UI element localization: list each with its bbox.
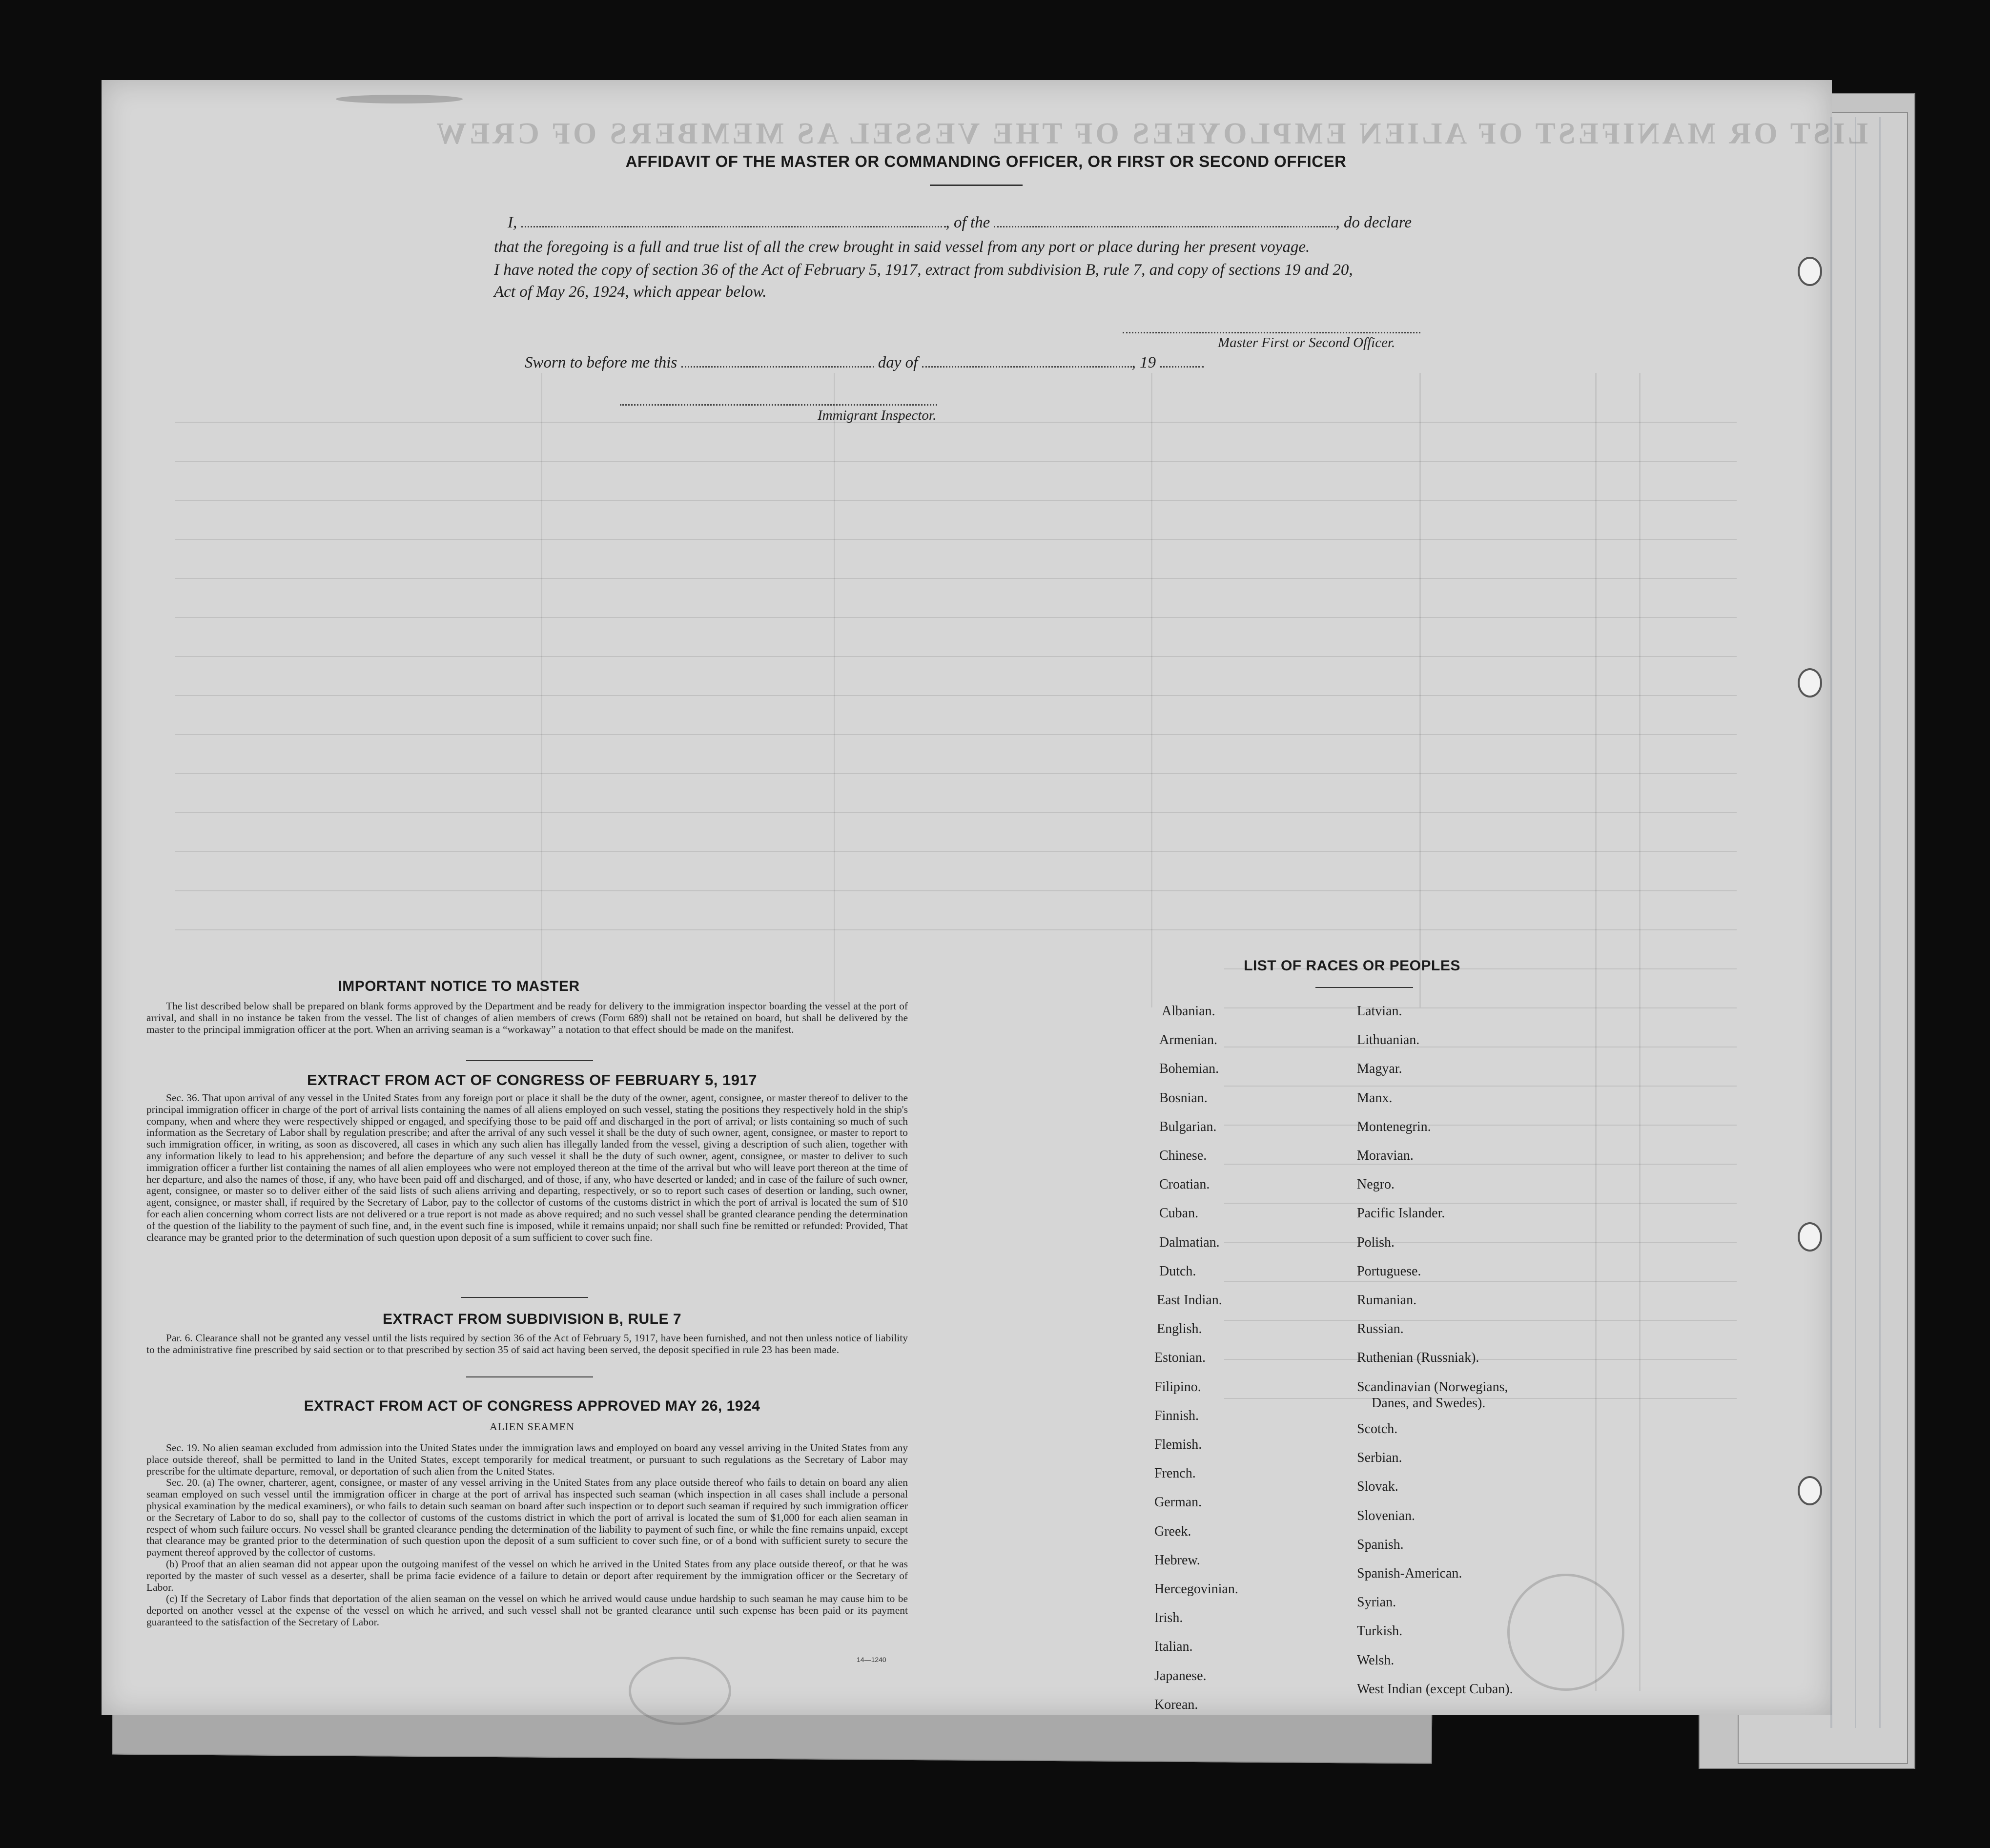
notice-title: IMPORTANT NOTICE TO MASTER (338, 978, 580, 994)
race-list-item: Cuban. (1159, 1206, 1199, 1221)
section-20a-paragraph: Sec. 20. (a) The owner, charterer, agent, consignee, or master of any vessel arriving in the United States from any place outside thereof who fails to detain on board any alien seaman employed on such vessel until the immigration officer in charge at the port of arrival has inspected such seaman (which inspection in all cases shall include a personal physical examination by the medical examiners), or who fails to detain such seaman on board after such inspection or to deport such seaman if required by such immigration officer or the Secretary of Labor to do so, shall pay to the collector of customs of the customs district in which the port of arrival is located the sum of $1,000 for each alien seaman in respect of whom such failure occurs. No vessel shall be granted clearance pending the determination of the liability to payment of such fine, or while the fine remains unpaid, except that clearance may be granted prior to the determination of such question upon the deposit of a sum sufficient to cover such fine, or of a bond with sufficient surety to secure the payment thereof approved by the collector of customs. (146, 1477, 908, 1559)
extract-1917-text (146, 1092, 908, 1243)
section-20c-paragraph: (c) If the Secretary of Labor finds that deportation of the alien seaman on the vessel on which he arrived would cause undue hardship to such seaman he may cause him to be deported on another vessel at the expense of the vessel on which he arrived, and such vessel shall not be granted clearance until such expense has been paid or its payment guaranteed to the satisfaction of the Secretary of Labor. (146, 1593, 908, 1628)
section-19-paragraph: Sec. 19. No alien seaman excluded from admission into the United States under the immigration laws and employed on board any vessel arriving in the United States from any place outside thereof, shall be permitted to land in the United States, except temporarily for medical treatment, or pursuant to such regulations as the Secretary of Labor may prescribe for the ultimate departure, removal, or deportation of such alien from the United States. (146, 1442, 908, 1477)
race-list-item: Negro. (1357, 1177, 1395, 1192)
race-list-item: Turkish. (1357, 1623, 1403, 1639)
bleed-grid-line (175, 812, 1737, 813)
race-list-item: Portuguese. (1357, 1263, 1421, 1279)
do-declare-label: , do declare (1335, 214, 1412, 231)
race-list-item: Montenegrin. (1357, 1119, 1431, 1134)
race-list-item: Italian. (1154, 1639, 1193, 1655)
race-list-item: Rumanian. (1357, 1293, 1417, 1308)
bleed-column-line (1151, 373, 1152, 1007)
section-divider (466, 1376, 593, 1377)
sworn-line (525, 354, 1204, 372)
race-list-item: Dutch. (1159, 1263, 1196, 1279)
master-signature-caption: Master First or Second Officer. (1218, 335, 1395, 350)
race-list-item: Bulgarian. (1159, 1119, 1217, 1134)
race-list-item: Serbian. (1357, 1450, 1402, 1466)
bleed-grid-line (175, 578, 1737, 579)
race-list-item: Manx. (1357, 1090, 1393, 1106)
race-list-item: Latvian. (1357, 1004, 1402, 1019)
races-title-underline (1315, 987, 1413, 988)
affidavit-statement-line-2: I have noted the copy of section 36 of the Act of February 5, 1917, extract from subdivision B, rule 7, and copy of sections 19 and 20, (494, 261, 1353, 279)
race-list-item: Filipino. (1154, 1379, 1201, 1395)
affidavit-declaration-line (508, 214, 1412, 232)
affidavit-statement-line-3: Act of May 26, 1924, which appear below. (494, 283, 767, 301)
race-list-item: Korean. (1154, 1697, 1198, 1712)
race-list-item: Croatian. (1159, 1177, 1210, 1192)
race-list-item: West Indian (except Cuban). (1357, 1681, 1513, 1697)
bleed-grid-line (175, 461, 1737, 462)
vessel-name-blank (994, 215, 1335, 227)
punch-hole (1798, 257, 1822, 286)
grid-paper-edge (1855, 117, 1856, 1728)
race-list-item: Spanish-American. (1357, 1566, 1462, 1581)
rule7-paragraph: Par. 6. Clearance shall not be granted any vessel until the lists required by section 36 of the Act of February 5, 1917, have been furnished, and not then unless notice of liability to the administrative fine prescribed by said section or to that prescribed by section 35 of said act having been served, the deposit specified in rule 23 has been made. (146, 1332, 908, 1355)
section-20b-paragraph: (b) Proof that an alien seaman did not appear upon the outgoing manifest of the vessel on which he arrived in the United States from any place outside thereof, or that he was reported by the master of such vessel as a deserter, shall be prima facie evidence of a failure to detain or deport after requirement by the immigration officer or the Secretary of Labor. (146, 1558, 908, 1593)
bleed-column-line (1419, 373, 1421, 1007)
bleed-grid-line (1224, 1203, 1737, 1204)
faint-circular-stamp (629, 1657, 731, 1725)
section-36-paragraph: Sec. 36. That upon arrival of any vessel in the United States from any foreign port or place it shall be the duty of the owner, agent, consignee, or master thereof to deliver to the principal immigration officer in charge of the port of arrival lists containing the names of all aliens employed on such vessel, stating the positions they respectively hold in the ship's company, when and where they were respectively shipped or engaged, and specifying those to be paid off and discharged in the port of arrival; or lists containing so much of such information as the Secretary of Labor shall by regulation prescribe; and after the arrival of any such vessel it shall be the duty of such owner, agent, consignee, or master to report to such immigration officer, in writing, as soon as discovered, all cases in which any such alien has illegally landed from the vessel, giving a description of such alien, together with any information likely to lead to his apprehension; and before the departure of any such vessel it shall be the duty of such owner, agent, consignee, or master to deliver to such immigration officer a further list containing the names of all alien employees who were not employed thereon at the time of the arrival but who will leave port thereon at the time of her departure, and also the names of those, if any, who have been paid off and discharged, and of those, if any, who have deserted or landed; and in case of the failure of such owner, agent, consignee, or master so to deliver either of the said lists of such aliens arriving and departing, respectively, or so to report such cases of desertion or landing, such owner, agent, consignee, or master shall, if required by the Secretary of Labor, pay to the collector of customs of the customs district in which the port of arrival is located the sum of $10 for each alien concerning whom correct lists are not delivered or a true report is not made as above required; and no such vessel shall be granted clearance pending the determination of the question of the liability to the payment of such fine, and, in the event such fine is imposed, while it remains unpaid; nor shall such fine be remitted or refunded: Provided, That clearance may be granted prior to the determination of such question upon deposit of a sum sufficient to cover such fine. (146, 1092, 908, 1243)
extract-1924-text (146, 1442, 908, 1628)
bleed-grid-line (1224, 1281, 1737, 1282)
bleed-grid-line (1224, 1242, 1737, 1243)
race-list-item: Japanese. (1154, 1668, 1207, 1684)
faint-circular-stamp (1507, 1574, 1624, 1691)
race-list-item: German. (1154, 1495, 1202, 1510)
name-blank (521, 215, 946, 227)
bleed-grid-line (175, 500, 1737, 501)
affidavit-statement-line-1: that the foregoing is a full and true list of all the crew brought in said vessel from any port or place during her present voyage. (494, 238, 1310, 256)
race-list-item: East Indian. (1157, 1293, 1222, 1308)
race-list-item: Hercegovinian. (1154, 1581, 1238, 1597)
bleed-grid-line (1224, 1086, 1737, 1087)
extract-1917-title: EXTRACT FROM ACT OF CONGRESS OF FEBRUARY 5, 1917 (307, 1071, 757, 1088)
race-list-item: Polish. (1357, 1234, 1395, 1250)
race-list-item: Welsh. (1357, 1652, 1395, 1668)
bleed-grid-line (175, 929, 1737, 930)
punch-hole (1798, 668, 1822, 698)
race-list-item: Moravian. (1357, 1148, 1414, 1163)
race-list-item: Russian. (1357, 1321, 1404, 1337)
notice-text (146, 1001, 908, 1035)
race-list-item: Flemish. (1154, 1437, 1202, 1452)
year-blank (1160, 355, 1204, 368)
punch-hole (1798, 1222, 1822, 1252)
race-list-item: Scotch. (1357, 1421, 1398, 1437)
inspector-signature-line (620, 404, 937, 406)
bleed-grid-line (175, 734, 1737, 735)
race-list-item: Ruthenian (Russniak). (1357, 1350, 1479, 1366)
section-divider (461, 1297, 588, 1298)
extract-rule7-text (146, 1333, 908, 1356)
race-list-item: French. (1154, 1466, 1196, 1481)
race-list-item: Dalmatian. (1159, 1234, 1220, 1250)
race-list-item: English. (1157, 1321, 1202, 1337)
extract-rule7-title: EXTRACT FROM SUBDIVISION B, RULE 7 (382, 1311, 682, 1327)
race-list-item: Scandinavian (Norwegians, (1357, 1379, 1508, 1395)
race-list-item: Albanian. (1162, 1004, 1215, 1019)
grid-paper-edge (1879, 117, 1881, 1728)
sworn-date-blank (681, 355, 874, 368)
race-list-item: Finnish. (1154, 1408, 1199, 1423)
bleed-column-line (541, 373, 542, 1007)
race-list-item: Greek. (1154, 1523, 1191, 1539)
inspector-signature-caption: Immigrant Inspector. (818, 408, 937, 423)
month-blank (922, 355, 1132, 368)
bleed-grid-line (175, 617, 1737, 618)
day-of-label: day of (878, 354, 918, 371)
bleed-grid-line (175, 890, 1737, 891)
race-list-item: Slovenian. (1357, 1508, 1415, 1523)
bleed-column-line (834, 373, 835, 1007)
year-label: , 19 (1131, 354, 1156, 371)
punch-hole (1798, 1476, 1822, 1505)
race-list-item: Hebrew. (1154, 1552, 1200, 1568)
extract-1924-title: EXTRACT FROM ACT OF CONGRESS APPROVED MAY 26, 1924 (304, 1398, 760, 1414)
bleed-grid-line (175, 656, 1737, 657)
sworn-prefix: Sworn to before me this (525, 354, 677, 371)
bleed-grid-line (175, 851, 1737, 852)
race-list-item: Armenian. (1159, 1032, 1217, 1048)
race-list-item: Lithuanian. (1357, 1032, 1420, 1048)
bleed-grid-line (1224, 1164, 1737, 1165)
race-list-item: Pacific Islander. (1357, 1206, 1445, 1221)
race-list-item: Estonian. (1154, 1350, 1206, 1366)
affidavit-title-underline (930, 185, 1023, 186)
race-list-item: Syrian. (1357, 1595, 1396, 1610)
race-list-item: Magyar. (1357, 1061, 1402, 1077)
race-list-item: Irish. (1154, 1610, 1183, 1626)
bleed-grid-line (1224, 1359, 1737, 1360)
race-list-item: Bosnian. (1159, 1090, 1208, 1106)
alien-seamen-subtitle: ALIEN SEAMEN (490, 1420, 574, 1433)
grid-paper-edge (1830, 117, 1832, 1728)
bleed-grid-line (175, 422, 1737, 423)
bleed-grid-line (1224, 1125, 1737, 1126)
bleed-grid-line (175, 695, 1737, 696)
affidavit-title: AFFIDAVIT OF THE MASTER OR COMMANDING OFFICER, OR FIRST OR SECOND OFFICER (625, 152, 1347, 170)
race-list-item: Danes, and Swedes). (1372, 1395, 1486, 1411)
of-the-label: , of the (945, 214, 990, 231)
form-number: 14—1240 (857, 1656, 886, 1663)
master-signature-line (1123, 332, 1420, 333)
notice-paragraph: The list described below shall be prepared on blank forms approved by the Department and be ready for delivery to the immigration inspector boarding the vessel at the port of arrival, and shall in no instance be taken from the vessel. The list of changes of alien members of crews (Form 689) shall not be retained on board, but shall be delivered by the master to the principal immigration officer at the port. When an arriving seaman is a “workaway” a notation to that effect should be made on the manifest. (146, 1000, 908, 1035)
bleed-grid-line (175, 773, 1737, 774)
bleed-column-line (1595, 373, 1597, 1691)
bleed-grid-line (1224, 1320, 1737, 1321)
bleed-grid-line (1224, 1007, 1737, 1008)
section-divider (466, 1060, 593, 1061)
affidavit-i-label: I, (508, 214, 517, 231)
reverse-side-bleed-through: LIST OR MANIFEST OF ALIEN EMPLOYEES OF THE VESSEL AS MEMBERS OF CREW (433, 117, 1868, 150)
bleed-column-line (1639, 373, 1641, 1691)
race-list-item: Slovak. (1357, 1479, 1398, 1495)
bleed-grid-line (175, 539, 1737, 540)
races-title: LIST OF RACES OR PEOPLES (1244, 958, 1460, 974)
ink-smudge (336, 95, 463, 103)
race-list-item: Spanish. (1357, 1537, 1404, 1552)
race-list-item: Chinese. (1159, 1148, 1207, 1163)
race-list-item: Bohemian. (1159, 1061, 1219, 1077)
